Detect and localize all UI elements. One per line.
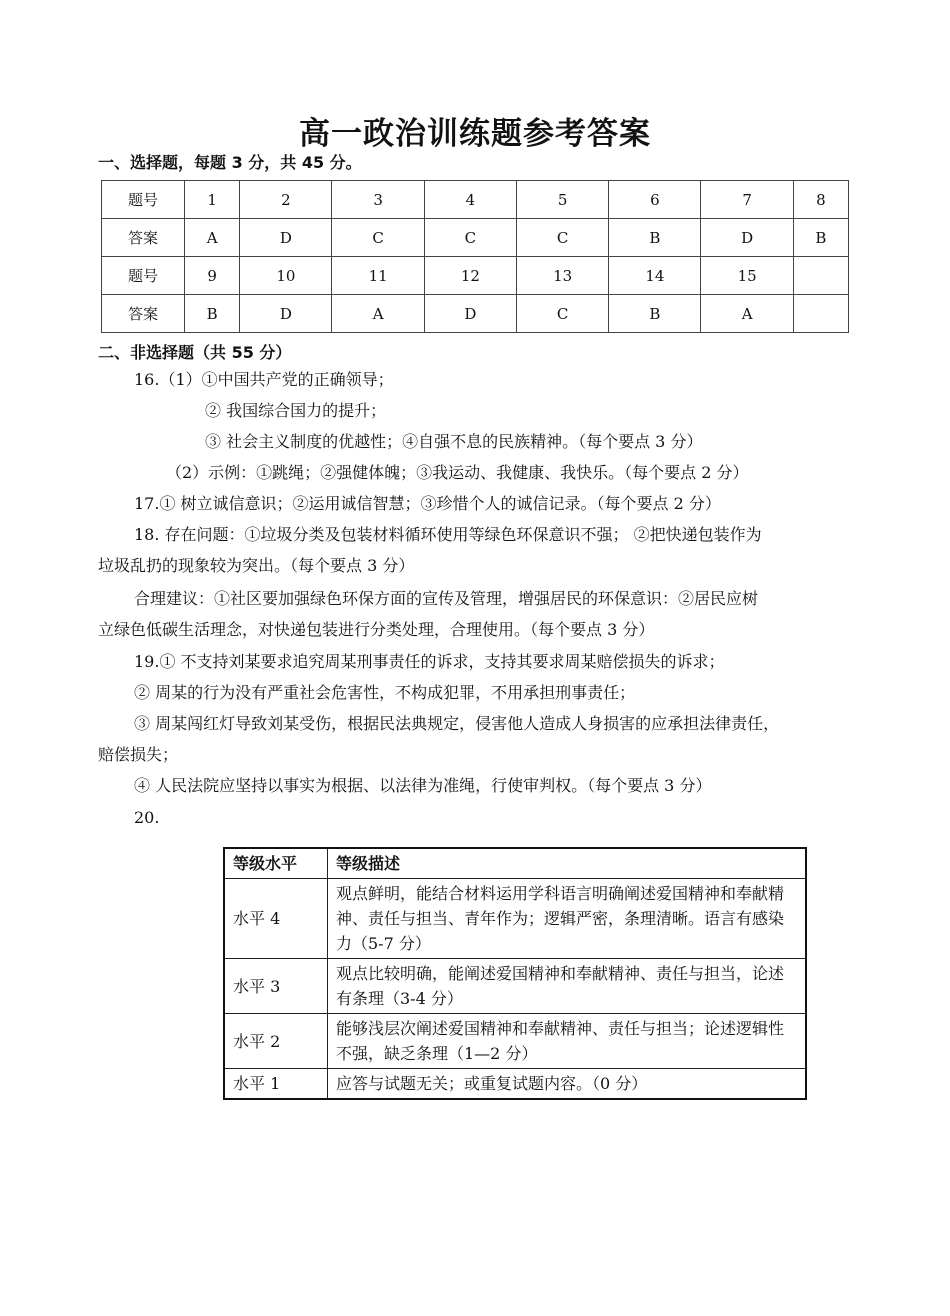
table-cell: C <box>424 219 516 257</box>
answer-line: 18. 存在问题：①垃圾分类及包装材料循环使用等绿色环保意识不强； ②把快递包装作为 <box>134 525 762 544</box>
table-cell <box>793 257 848 295</box>
table-row <box>102 257 849 295</box>
level-description: 观点比较明确，能阐述爱国精神和奉献精神、责任与担当，论述有条理（3-4 分） <box>328 959 807 1014</box>
header-level: 等级水平 <box>224 848 328 879</box>
table-cell: A <box>701 295 793 333</box>
table-header-row <box>224 848 806 879</box>
level-label: 水平 3 <box>224 959 328 1014</box>
table-row <box>102 295 849 333</box>
table-cell: 7 <box>701 181 793 219</box>
table-cell: 13 <box>516 257 608 295</box>
table-cell: 4 <box>424 181 516 219</box>
table-cell: 10 <box>240 257 332 295</box>
answer-line: 19.① 不支持刘某要求追究周某刑事责任的诉求，支持其要求周某赔偿损失的诉求； <box>134 652 725 671</box>
level-description: 能够浅层次阐述爱国精神和奉献精神、责任与担当；论述逻辑性不强，缺乏条理（1—2 分） <box>328 1014 807 1069</box>
row-header: 题号 <box>102 257 185 295</box>
level-description: 应答与试题无关；或重复试题内容。（0 分） <box>328 1069 807 1100</box>
answer-line: ③ 周某闯红灯导致刘某受伤，根据民法典规定，侵害他人造成人身损害的应承担法律责任， <box>134 714 780 733</box>
level-description: 观点鲜明，能结合材料运用学科语言明确阐述爱国精神和奉献精神、责任与担当、青年作为；逻辑严密，条理清晰。语言有感染力（5-7 分） <box>328 879 807 959</box>
answer-line: 赔偿损失； <box>98 745 179 764</box>
section-heading-multiple-choice: 一、选择题，每题 3 分，共 45 分。 <box>98 153 362 172</box>
answer-line: 合理建议：①社区要加强绿色环保方面的宣传及管理，增强居民的环保意识：②居民应树 <box>134 589 759 608</box>
page-title: 高一政治训练题参考答案 <box>299 116 651 152</box>
table-cell: A <box>185 219 240 257</box>
table-cell: 14 <box>609 257 701 295</box>
table-cell <box>793 295 848 333</box>
header-description: 等级描述 <box>328 848 807 879</box>
table-cell: D <box>240 219 332 257</box>
answer-line: 17.① 树立诚信意识；②运用诚信智慧；③珍惜个人的诚信记录。（每个要点 2 分） <box>134 494 721 513</box>
table-cell: 6 <box>609 181 701 219</box>
answer-line: 16.（1）①中国共产党的正确领导； <box>134 370 394 389</box>
answer-line: ③ 社会主义制度的优越性；④自强不息的民族精神。（每个要点 3 分） <box>205 432 703 451</box>
table-cell: B <box>609 295 701 333</box>
answer-line: ② 周某的行为没有严重社会危害性，不构成犯罪，不用承担刑事责任； <box>134 683 636 702</box>
answer-line: （2）示例：①跳绳；②强健体魄；③我运动、我健康、我快乐。（每个要点 2 分） <box>166 463 749 482</box>
table-cell: B <box>185 295 240 333</box>
table-cell: C <box>516 295 608 333</box>
answer-line: ④ 人民法院应坚持以事实为根据、以法律为准绳，行使审判权。（每个要点 3 分） <box>134 776 712 795</box>
level-label: 水平 4 <box>224 879 328 959</box>
table-cell: C <box>332 219 424 257</box>
table-cell: D <box>701 219 793 257</box>
table-cell: 5 <box>516 181 608 219</box>
table-cell: 1 <box>185 181 240 219</box>
table-cell: B <box>793 219 848 257</box>
answer-line: 立绿色低碳生活理念，对快递包装进行分类处理，合理使用。（每个要点 3 分） <box>98 620 655 639</box>
section-heading-open-questions: 二、非选择题（共 55 分） <box>98 343 292 362</box>
table-cell: A <box>332 295 424 333</box>
table-cell: D <box>424 295 516 333</box>
table-row <box>102 181 849 219</box>
row-header: 答案 <box>102 295 185 333</box>
row-header: 题号 <box>102 181 185 219</box>
table-cell: 12 <box>424 257 516 295</box>
answer-line: 20. <box>134 808 160 827</box>
table-cell: B <box>609 219 701 257</box>
table-cell: 11 <box>332 257 424 295</box>
table-cell: 15 <box>701 257 793 295</box>
answer-line: ② 我国综合国力的提升； <box>205 401 387 420</box>
table-row <box>224 879 806 959</box>
answer-line: 垃圾乱扔的现象较为突出。（每个要点 3 分） <box>98 556 415 575</box>
table-cell: 8 <box>793 181 848 219</box>
table-cell: 3 <box>332 181 424 219</box>
level-label: 水平 1 <box>224 1069 328 1100</box>
table-cell: 9 <box>185 257 240 295</box>
row-header: 答案 <box>102 219 185 257</box>
table-cell: 2 <box>240 181 332 219</box>
table-row <box>224 959 806 1014</box>
answer-table <box>101 180 849 333</box>
table-row <box>224 1014 806 1069</box>
table-row <box>224 1069 806 1100</box>
grading-level-table <box>223 847 807 1100</box>
table-cell: C <box>516 219 608 257</box>
table-cell: D <box>240 295 332 333</box>
table-row <box>102 219 849 257</box>
level-label: 水平 2 <box>224 1014 328 1069</box>
